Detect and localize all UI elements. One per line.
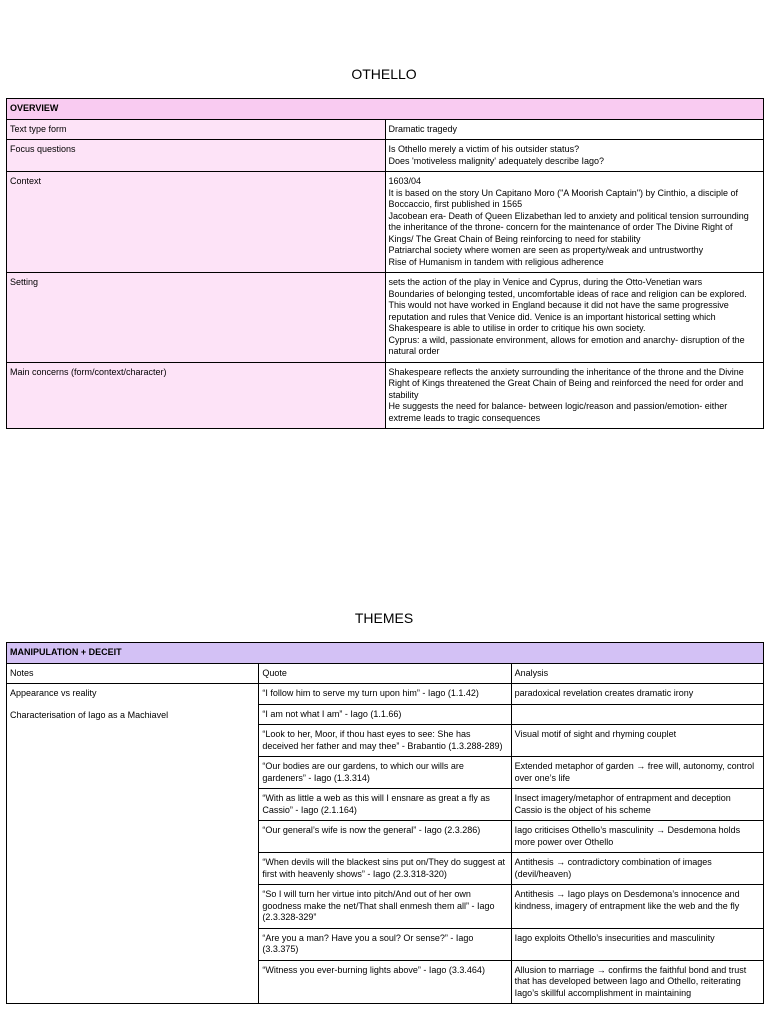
analysis-cell: Allusion to marriage → confirms the faithful bond and trust that has developed between Iago and Othello, reiterating Iago’s skillful accomplishment in maintaining xyxy=(511,960,763,1004)
analysis-cell: Extended metaphor of garden → free will, autonomy, control over one’s life xyxy=(511,757,763,789)
quote-cell: “So I will turn her virtue into pitch/And out of her own goodness make the net/That shall enmesh them all” - Iago (2.3.328-329” xyxy=(259,885,511,929)
overview-label: Focus questions xyxy=(7,140,386,172)
overview-line: He suggests the need for balance- between logic/reason and passion/emotion- either extreme leads to tragic consequences xyxy=(388,401,728,423)
analysis-cell: Iago exploits Othello’s insecurities and masculinity xyxy=(511,928,763,960)
page-title-othello: OTHELLO xyxy=(351,66,417,82)
overview-content xyxy=(385,172,764,273)
overview-row-focus-questions xyxy=(7,140,764,172)
overview-line: Rise of Humanism in tandem with religious adherence xyxy=(388,256,604,267)
column-header-quote: Quote xyxy=(259,663,511,684)
overview-line: Does 'motiveless malignity' adequately describe Iago? xyxy=(388,155,605,166)
themes-column-header-row xyxy=(7,663,764,684)
overview-content xyxy=(385,119,764,140)
quote-cell: “Look to her, Moor, if thou hast eyes to see: She has deceived her father and may thee” - Brabantio (1.3.288-289) xyxy=(259,725,511,757)
themes-header: MANIPULATION + DECEIT xyxy=(7,643,764,664)
overview-line: Jacobean era- Death of Queen Elizabethan led to anxiety and political tension surrounding the inheritance of the throne- concern for the maintenance of order The Divine Right of Kings/ The Great Chain of Being reinforcing to need for stability xyxy=(388,210,749,244)
overview-label: Setting xyxy=(7,273,386,363)
note-item: Appearance vs reality xyxy=(10,688,97,698)
quote-cell: “Our general’s wife is now the general” - Iago (2.3.286) xyxy=(259,821,511,853)
overview-label: Main concerns (form/context/character) xyxy=(7,362,386,429)
overview-label: Context xyxy=(7,172,386,273)
overview-header: OVERVIEW xyxy=(7,99,764,120)
analysis-cell: paradoxical revelation creates dramatic irony xyxy=(511,684,763,705)
quote-cell: “I follow him to serve my turn upon him” - Iago (1.1.42) xyxy=(259,684,511,705)
overview-line: Boundaries of belonging tested, uncomfortable ideas of race and religion can be explored. This would not have worked in England because it did not have the same progressive reputation and rules that Venice did. Venice is an important historical setting which Shakespeare is able to utilise in order to critique his own society. xyxy=(388,288,747,333)
page-title-themes: THEMES xyxy=(354,610,414,626)
overview-line: sets the action of the play in Venice and Cyprus, during the Otto-Venetian wars xyxy=(388,277,703,287)
quote-cell: “I am not what I am” - Iago (1.1.66) xyxy=(259,704,511,725)
quote-cell: “Our bodies are our gardens, to which our wills are gardeners” - Iago (1.3.314) xyxy=(259,757,511,789)
quote-cell: “Are you a man? Have you a soul? Or sense?” - Iago (3.3.375) xyxy=(259,928,511,960)
analysis-cell: Visual motif of sight and rhyming couplet xyxy=(511,725,763,757)
overview-line: Patriarchal society where women are seen as property/weak and untrustworthy xyxy=(388,245,704,255)
notes-cell xyxy=(7,684,259,1004)
overview-table xyxy=(6,98,764,429)
overview-content xyxy=(385,362,764,429)
analysis-cell: Insect imagery/metaphor of entrapment and deception Cassio is the object of his scheme xyxy=(511,789,763,821)
overview-row-context xyxy=(7,172,764,273)
analysis-cell: Antithesis → Iago plays on Desdemona’s innocence and kindness, imagery of entrapment like the web and the fly xyxy=(511,885,763,929)
column-header-analysis: Analysis xyxy=(511,663,763,684)
overview-line: Dramatic tragedy xyxy=(388,123,458,134)
overview-row-text-type xyxy=(7,119,764,140)
overview-row-main-concerns xyxy=(7,362,764,429)
overview-line: It is based on the story Un Capitano Moro ("A Moorish Captain") by Cinthio, a disciple of Boccaccio, first published in 1565 xyxy=(388,187,739,209)
column-header-notes: Notes xyxy=(7,663,259,684)
analysis-cell: Iago criticises Othello’s masculinity → Desdemona holds more power over Othello xyxy=(511,821,763,853)
overview-content xyxy=(385,273,764,363)
overview-line: Cyprus: a wild, passionate environment, allows for emotion and anarchy- disruption of the natural order xyxy=(388,334,745,356)
overview-label: Text type form xyxy=(7,119,386,140)
analysis-cell xyxy=(511,704,763,725)
overview-line: 1603/04 xyxy=(388,176,422,186)
overview-row-setting xyxy=(7,273,764,363)
themes-table xyxy=(6,642,764,1004)
overview-line: Is Othello merely a victim of his outsider status? xyxy=(388,144,580,154)
note-item: Characterisation of Iago as a Machiavel xyxy=(10,709,169,720)
analysis-cell: Antithesis → contradictory combination of images (devil/heaven) xyxy=(511,853,763,885)
quote-cell: “With as little a web as this will I ensnare as great a fly as Cassio” - Iago (2.1.164) xyxy=(259,789,511,821)
overview-content xyxy=(385,140,764,172)
quote-cell: “Witness you ever-burning lights above” - Iago (3.3.464) xyxy=(259,960,511,1004)
overview-line: Shakespeare reflects the anxiety surrounding the inheritance of the throne and the Divine Right of Kings threatened the Great Chain of Being and reinforced the need for order and stability xyxy=(388,366,744,400)
quote-cell: “When devils will the blackest sins put on/They do suggest at first with heavenly shows” - Iago (2.3.318-320) xyxy=(259,853,511,885)
themes-header-row xyxy=(7,643,764,664)
table-row xyxy=(7,684,764,705)
overview-header-row xyxy=(7,99,764,120)
